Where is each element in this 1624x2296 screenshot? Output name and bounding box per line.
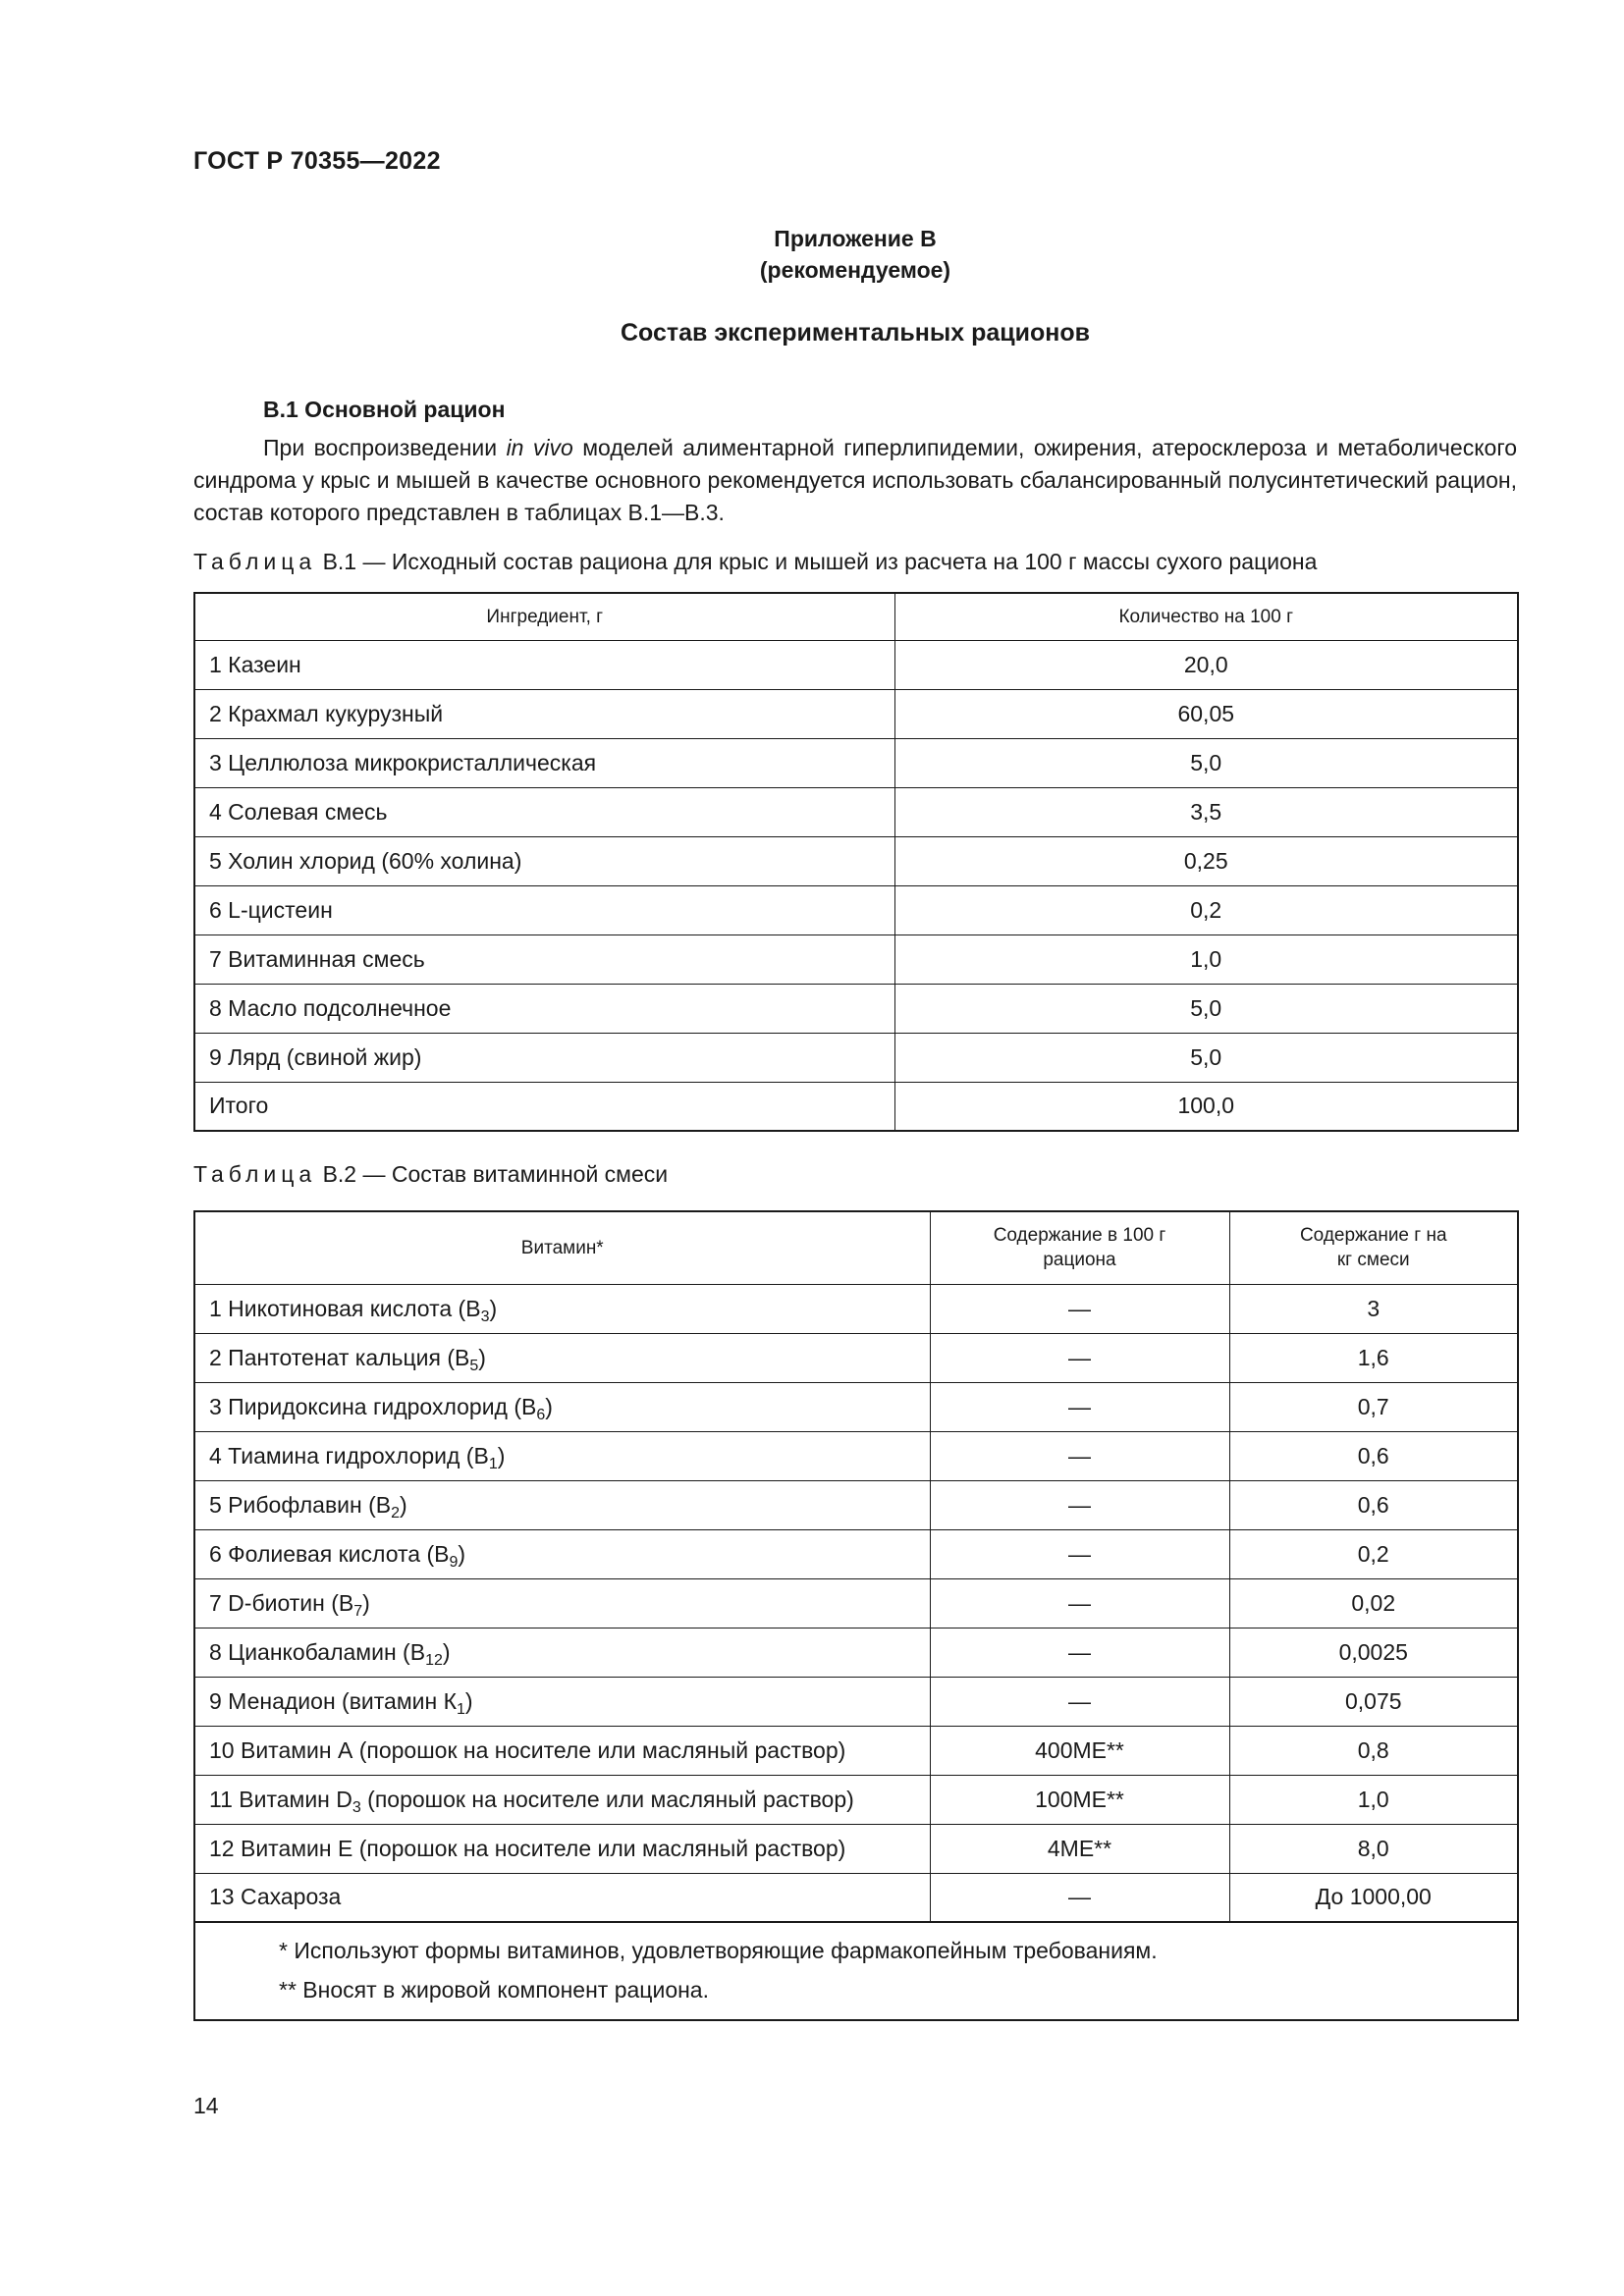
- ingredient-cell: 4 Солевая смесь: [194, 787, 894, 836]
- table2-caption-label: Таблица: [193, 1161, 317, 1187]
- per-kg-cell: До 1000,00: [1229, 1873, 1518, 1922]
- amount-cell: 60,05: [894, 689, 1518, 738]
- table1-caption-text: В.1 — Исходный состав рациона для крыс и мышей из расчета на 100 г массы сухого рациона: [322, 549, 1318, 574]
- table-row: [194, 1333, 1518, 1382]
- footnote-2: ** Вносят в жировой компонент рациона.: [279, 1977, 709, 2002]
- per-100g-cell: —: [930, 1284, 1229, 1333]
- annex-title: Приложение В: [774, 226, 937, 251]
- vitamin-cell: [194, 1726, 930, 1775]
- vitamin-cell: [194, 1382, 930, 1431]
- vitamin-name-tail: ): [489, 1295, 498, 1321]
- per-100g-cell: 400МЕ**: [930, 1726, 1229, 1775]
- vitamin-cell: [194, 1873, 930, 1922]
- table-row: [194, 1578, 1518, 1628]
- vitamin-name: 6 Фолиевая кислота (В: [209, 1540, 450, 1567]
- amount-cell: 5,0: [894, 984, 1518, 1033]
- vitamin-name: 10 Витамин А (порошок на носителе или масляный раствор): [209, 1736, 846, 1763]
- table-row: [194, 1480, 1518, 1529]
- per-kg-cell: 0,075: [1229, 1677, 1518, 1726]
- ingredient-cell: 7 Витаминная смесь: [194, 934, 894, 984]
- vitamin-name: 4 Тиамина гидрохлорид (В: [209, 1442, 489, 1468]
- table2-header-row: [194, 1211, 1518, 1284]
- table2-footnotes-row: [194, 1922, 1518, 2020]
- vitamin-name-tail: ): [442, 1638, 451, 1665]
- vitamin-name: 9 Менадион (витамин К: [209, 1687, 457, 1714]
- vitamin-name: 13 Сахароза: [209, 1884, 342, 1910]
- vitamin-subscript: 1: [488, 1455, 498, 1472]
- vitamin-subscript: 6: [536, 1406, 546, 1423]
- table-row: [194, 1382, 1518, 1431]
- per-100g-cell: 100МЕ**: [930, 1775, 1229, 1824]
- table2-caption-text: В.2 — Состав витаминной смеси: [322, 1161, 669, 1187]
- vitamin-name-tail: ): [478, 1344, 486, 1370]
- amount-cell: 0,25: [894, 836, 1518, 885]
- per-100g-cell: —: [930, 1480, 1229, 1529]
- table-row: [194, 836, 1518, 885]
- table-row: [194, 1873, 1518, 1922]
- vitamin-cell: [194, 1628, 930, 1677]
- vitamin-name: 12 Витамин Е (порошок на носителе или масляный раствор): [209, 1835, 846, 1861]
- vitamin-subscript: 1: [456, 1700, 465, 1718]
- amount-cell: 5,0: [894, 738, 1518, 787]
- per-kg-cell: 0,2: [1229, 1529, 1518, 1578]
- vitamin-cell: [194, 1578, 930, 1628]
- per-100g-cell: —: [930, 1628, 1229, 1677]
- annex-subtitle: (рекомендуемое): [759, 257, 951, 283]
- ingredient-cell: 2 Крахмал кукурузный: [194, 689, 894, 738]
- section-paragraph: [193, 432, 1517, 529]
- paragraph-italic-term: in vivo: [506, 435, 573, 460]
- table-row: [194, 1824, 1518, 1873]
- table-row: [194, 1284, 1518, 1333]
- ingredient-cell: 9 Лярд (свиной жир): [194, 1033, 894, 1082]
- ingredient-cell: 1 Казеин: [194, 640, 894, 689]
- table-row: [194, 640, 1518, 689]
- table2-caption: [193, 1161, 668, 1188]
- per-100g-cell: —: [930, 1333, 1229, 1382]
- table-row: [194, 934, 1518, 984]
- per-kg-cell: 3: [1229, 1284, 1518, 1333]
- vitamin-name-tail: (порошок на носителе или масляный раствор): [360, 1786, 854, 1812]
- annex-heading: Состав экспериментальных рационов: [620, 319, 1090, 347]
- table1-caption-label: Таблица: [193, 549, 317, 574]
- vitamin-cell: [194, 1677, 930, 1726]
- vitamin-subscript: 5: [469, 1357, 479, 1374]
- table2-header-vitamin: Витамин*: [194, 1211, 930, 1284]
- vitamin-cell: [194, 1333, 930, 1382]
- per-kg-cell: 1,6: [1229, 1333, 1518, 1382]
- table-row: [194, 1775, 1518, 1824]
- vitamin-subscript: 3: [352, 1798, 361, 1816]
- vitamin-name: 3 Пиридоксина гидрохлорид (В: [209, 1393, 537, 1419]
- amount-cell: 1,0: [894, 934, 1518, 984]
- vitamin-name: 11 Витамин D: [209, 1786, 352, 1812]
- vitamin-name: 2 Пантотенат кальция (В: [209, 1344, 470, 1370]
- table-row: [194, 984, 1518, 1033]
- vitamin-cell: [194, 1775, 930, 1824]
- ingredient-cell: 3 Целлюлоза микрокристаллическая: [194, 738, 894, 787]
- amount-cell: 100,0: [894, 1082, 1518, 1131]
- table2-body: [194, 1284, 1518, 1922]
- table2-header-per-kg: Содержание г на кг смеси: [1229, 1211, 1518, 1284]
- table2: [193, 1210, 1519, 2021]
- table-row: [194, 1082, 1518, 1131]
- vitamin-subscript: 3: [480, 1308, 490, 1325]
- vitamin-subscript: 2: [391, 1504, 401, 1522]
- per-100g-cell: —: [930, 1677, 1229, 1726]
- vitamin-cell: [194, 1529, 930, 1578]
- vitamin-cell: [194, 1824, 930, 1873]
- per-kg-cell: 1,0: [1229, 1775, 1518, 1824]
- vitamin-cell: [194, 1431, 930, 1480]
- vitamin-subscript: 7: [353, 1602, 363, 1620]
- table-row: [194, 1033, 1518, 1082]
- table-row: [194, 885, 1518, 934]
- vitamin-name-tail: ): [545, 1393, 553, 1419]
- amount-cell: 0,2: [894, 885, 1518, 934]
- ingredient-cell: Итого: [194, 1082, 894, 1131]
- vitamin-name: 7 D-биотин (В: [209, 1589, 354, 1616]
- per-100g-cell: —: [930, 1578, 1229, 1628]
- vitamin-name: 5 Рибофлавин (В: [209, 1491, 392, 1518]
- table-row: [194, 689, 1518, 738]
- vitamin-name-tail: ): [400, 1491, 407, 1518]
- per-kg-cell: 0,6: [1229, 1480, 1518, 1529]
- vitamin-subscript: 12: [425, 1651, 443, 1669]
- table2-header-per-100g: Содержание в 100 г рациона: [930, 1211, 1229, 1284]
- vitamin-name-tail: ): [464, 1687, 473, 1714]
- per-kg-cell: 0,7: [1229, 1382, 1518, 1431]
- per-100g-cell: —: [930, 1873, 1229, 1922]
- page-number: 14: [193, 2093, 219, 2118]
- vitamin-name: 1 Никотиновая кислота (В: [209, 1295, 481, 1321]
- footnote-1: * Используют формы витаминов, удовлетворяющие фармакопейным требованиям.: [279, 1938, 1158, 1963]
- paragraph-text-end: моделей алиментарной гиперлипидемии, ожирения, атеросклероза и метаболического синдрома у крыс и мышей в качестве основного рекомендуется использовать сбалансированный полусинтетический рацион, состав которого представлен в таблицах В.1—В.3.: [193, 435, 1517, 525]
- table-row: [194, 1726, 1518, 1775]
- vitamin-subscript: 9: [449, 1553, 459, 1571]
- per-kg-cell: 0,02: [1229, 1578, 1518, 1628]
- per-100g-cell: —: [930, 1529, 1229, 1578]
- table2-footnotes: [194, 1922, 1518, 2020]
- per-kg-cell: 0,0025: [1229, 1628, 1518, 1677]
- vitamin-name-tail: ): [362, 1589, 370, 1616]
- vitamin-name: 8 Цианкобаламин (В: [209, 1638, 426, 1665]
- amount-cell: 5,0: [894, 1033, 1518, 1082]
- table-row: [194, 1677, 1518, 1726]
- vitamin-name-tail: ): [458, 1540, 466, 1567]
- paragraph-text-start: При воспроизведении: [263, 435, 507, 460]
- table1-body: [194, 640, 1518, 1131]
- table1-caption: [193, 549, 1317, 575]
- table-row: [194, 1529, 1518, 1578]
- table-row: [194, 1628, 1518, 1677]
- vitamin-name-tail: ): [497, 1442, 506, 1468]
- ingredient-cell: 6 L-цистеин: [194, 885, 894, 934]
- per-kg-cell: 0,6: [1229, 1431, 1518, 1480]
- vitamin-cell: [194, 1284, 930, 1333]
- amount-cell: 3,5: [894, 787, 1518, 836]
- vitamin-cell: [194, 1480, 930, 1529]
- ingredient-cell: 5 Холин хлорид (60% холина): [194, 836, 894, 885]
- document-code: ГОСТ Р 70355—2022: [193, 147, 441, 175]
- table1: [193, 592, 1519, 1132]
- table1-header-row: [194, 593, 1518, 640]
- per-kg-cell: 8,0: [1229, 1824, 1518, 1873]
- per-100g-cell: —: [930, 1431, 1229, 1480]
- per-100g-cell: —: [930, 1382, 1229, 1431]
- table-row: [194, 787, 1518, 836]
- table-row: [194, 738, 1518, 787]
- ingredient-cell: 8 Масло подсолнечное: [194, 984, 894, 1033]
- amount-cell: 20,0: [894, 640, 1518, 689]
- table1-header-amount: Количество на 100 г: [894, 593, 1518, 640]
- per-100g-cell: 4МЕ**: [930, 1824, 1229, 1873]
- table1-header-ingredient: Ингредиент, г: [194, 593, 894, 640]
- per-kg-cell: 0,8: [1229, 1726, 1518, 1775]
- section-title: В.1 Основной рацион: [263, 397, 506, 422]
- table-row: [194, 1431, 1518, 1480]
